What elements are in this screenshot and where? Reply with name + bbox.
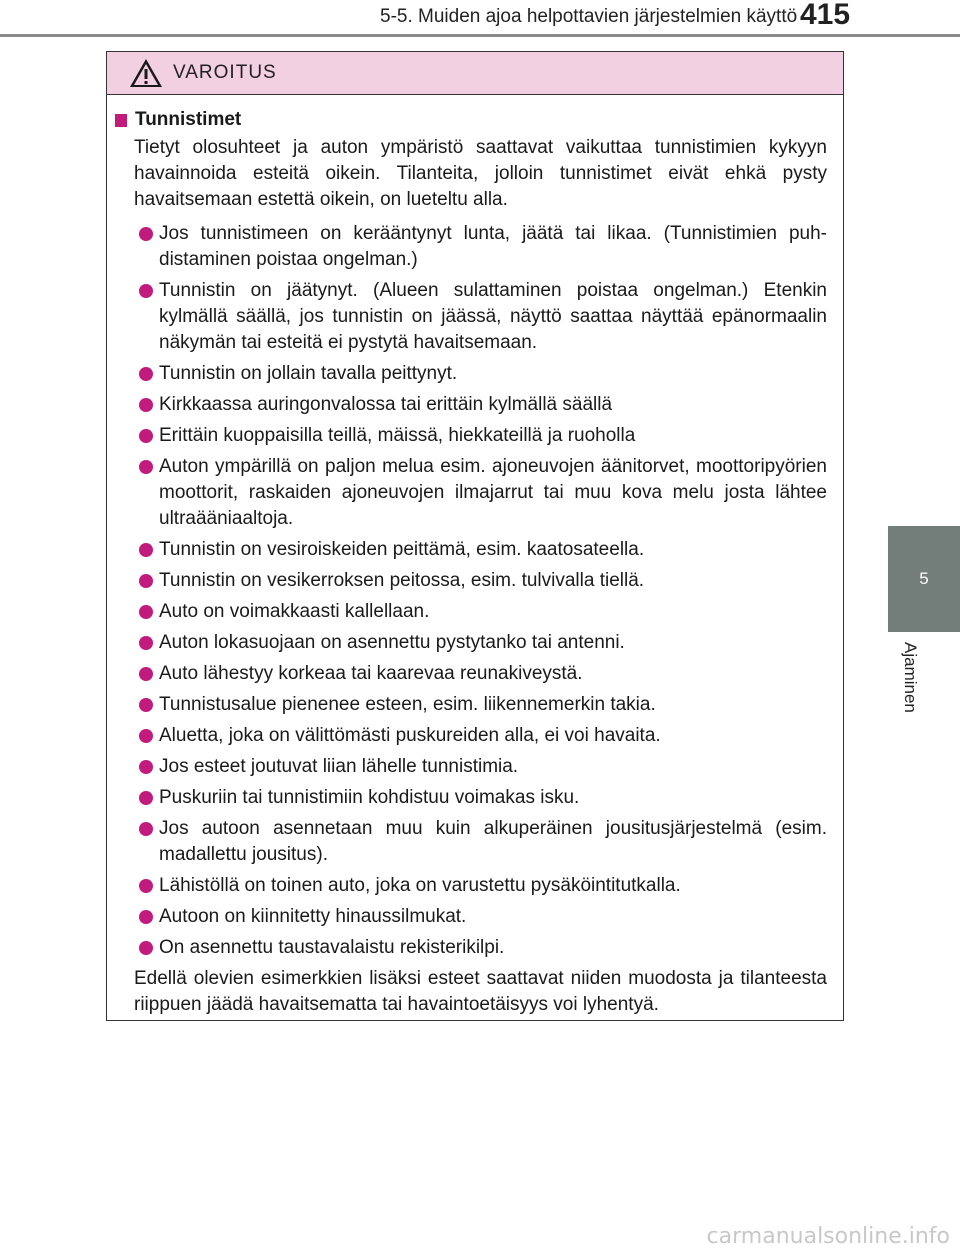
- bullet-dot-icon: [139, 822, 153, 836]
- bullet-dot-icon: [139, 879, 153, 893]
- chapter-number: 5: [919, 569, 929, 588]
- list-item: Jos autoon asennetaan muu kuin alkuperäinen jousitusjärjestelmä (esim. madallettu jousitus).: [115, 816, 827, 868]
- warning-content: [107, 95, 843, 1018]
- bullet-dot-icon: [139, 574, 153, 588]
- list-item: Jos esteet joutuvat liian lähelle tunnistimia.: [115, 754, 827, 780]
- header-rule: [0, 34, 960, 37]
- section-heading-text: Tunnistimet: [135, 109, 242, 130]
- intro-paragraph: Tietyt olosuhteet ja auton ympäristö saattavat vaikuttaa tunnistimien kykyyn havainnoida esteitä oikein. Tilanteita, jolloin tunnistimet eivät ehkä pysty havaitsemaan estettä oikein, on lueteltu alla.: [134, 137, 827, 210]
- list-item: Auton lokasuojaan on asennettu pystytanko tai antenni.: [115, 630, 827, 656]
- bullet-dot-icon: [139, 398, 153, 412]
- bullet-dot-icon: [139, 791, 153, 805]
- warning-header: [107, 52, 843, 95]
- warning-box: [106, 51, 844, 1021]
- bullet-dot-icon: [139, 429, 153, 443]
- list-item: Autoon on kiinnitetty hinaussilmukat.: [115, 904, 827, 930]
- bullet-dot-icon: [139, 460, 153, 474]
- chapter-tab: [888, 526, 960, 632]
- bullet-dot-icon: [139, 284, 153, 298]
- footer-paragraph: Edellä olevien esimerkkien lisäksi esteet saattavat niiden muodosta ja tilanteesta riippuen jäädä havaitsematta tai havaintoetäisyys voi lyhentyä.: [134, 968, 827, 1015]
- bullet-dot-icon: [139, 941, 153, 955]
- list-item: Lähistöllä on toinen auto, joka on varustettu pysäköintitutkalla.: [115, 873, 827, 899]
- page-number: 415: [800, 0, 851, 31]
- bullet-dot-icon: [139, 729, 153, 743]
- list-item: Erittäin kuoppaisilla teillä, mäissä, hiekkateillä ja ruoholla: [115, 423, 827, 449]
- bullet-dot-icon: [139, 760, 153, 774]
- warning-title: VAROITUS: [173, 62, 277, 83]
- square-bullet-icon: [115, 114, 127, 127]
- condition-list: [115, 221, 827, 961]
- list-item: Tunnistusalue pienenee esteen, esim. liikennemerkin takia.: [115, 692, 827, 718]
- bullet-dot-icon: [139, 605, 153, 619]
- list-item: Aluetta, joka on välittömästi puskureiden alla, ei voi havaita.: [115, 723, 827, 749]
- bullet-dot-icon: [139, 667, 153, 681]
- header-section-title: 5-5. Muiden ajoa helpottavien järjestelmien käyttö: [380, 6, 798, 27]
- list-item: Kirkkaassa auringonvalossa tai erittäin kylmällä säällä: [115, 392, 827, 418]
- list-item: Tunnistin on jäätynyt. (Alueen sulattaminen poistaa ongelman.) Etenkin kylmällä säällä, jos tunnistin on jäässä, näyttö saattaa näyttää epänormaalin näkymän tai esteitä ei pystytä havaitsemaan.: [115, 278, 827, 356]
- chapter-label: Ajaminen: [901, 642, 920, 713]
- watermark: carmanualsonline.info: [706, 1224, 950, 1249]
- list-item: Jos tunnistimeen on kerääntynyt lunta, jäätä tai likaa. (Tunnistimien puhdistaminen poistaa ongelman.): [115, 221, 827, 273]
- list-item: Tunnistin on vesiroiskeiden peittämä, esim. kaatosateella.: [115, 537, 827, 563]
- list-item: Tunnistin on vesikerroksen peitossa, esim. tulvivalla tiellä.: [115, 568, 827, 594]
- list-item: Auto on voimakkaasti kallellaan.: [115, 599, 827, 625]
- bullet-dot-icon: [139, 910, 153, 924]
- section-heading: [115, 109, 827, 131]
- list-item: On asennettu taustavalaistu rekisterikilpi.: [115, 935, 827, 961]
- warning-triangle-icon: [129, 58, 163, 88]
- bullet-dot-icon: [139, 636, 153, 650]
- list-item: Puskuriin tai tunnistimiin kohdistuu voimakas isku.: [115, 785, 827, 811]
- bullet-dot-icon: [139, 227, 153, 241]
- bullet-dot-icon: [139, 367, 153, 381]
- list-item: Auton ympärillä on paljon melua esim. ajoneuvojen äänitorvet, moottoripyörien moottorit, raskaiden ajoneuvojen ilmajarrut tai muu kova melu josta lähtee ultraääniaaltoja.: [115, 454, 827, 532]
- list-item: Auto lähestyy korkeaa tai kaarevaa reunakiveystä.: [115, 661, 827, 687]
- bullet-dot-icon: [139, 698, 153, 712]
- list-item: Tunnistin on jollain tavalla peittynyt.: [115, 361, 827, 387]
- bullet-dot-icon: [139, 543, 153, 557]
